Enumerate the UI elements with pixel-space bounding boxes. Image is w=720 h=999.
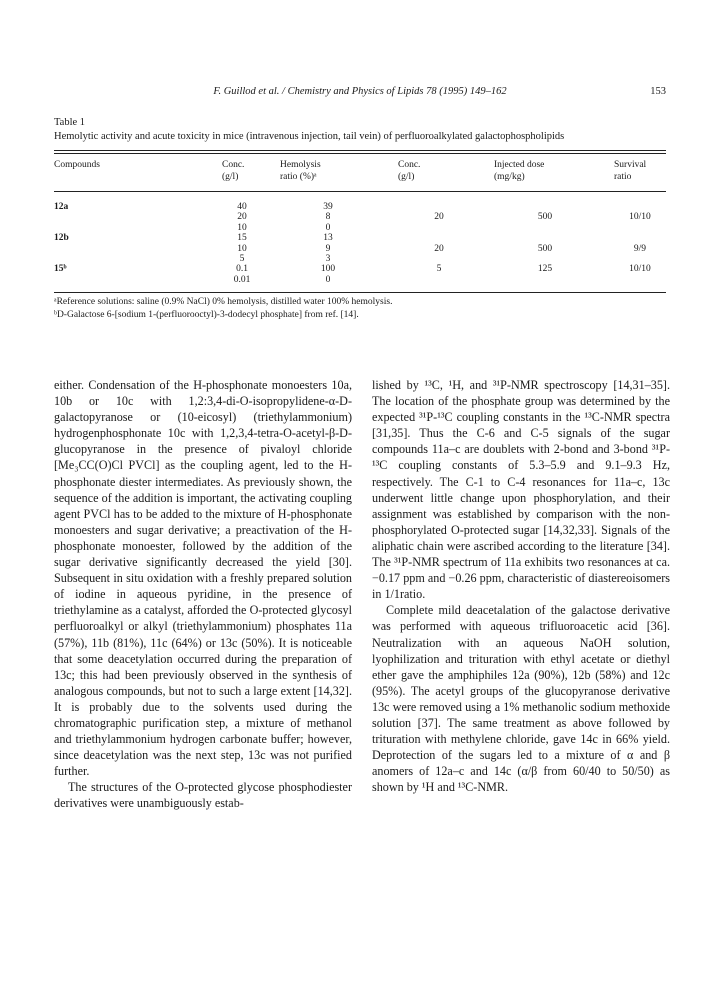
table-row bbox=[54, 233, 666, 243]
header-survival: Survival ratio bbox=[614, 160, 647, 182]
table-title: Hemolytic activity and acute toxicity in mice (intravenous injection, tail vein) of perfluoroalkylated galactophospholipids bbox=[54, 131, 565, 142]
table-cell: 125 bbox=[537, 264, 553, 275]
table-cell bbox=[398, 254, 480, 264]
table-footnote-a: ᵃReference solutions: saline (0.9% NaCl) 0% hemolysis, distilled water 100% hemolysis. bbox=[54, 297, 393, 308]
table-cell: 13 bbox=[323, 233, 333, 244]
data-table bbox=[54, 154, 666, 191]
body-paragraph: lished by ¹³C, ¹H, and ³¹P-NMR spectroscopy [14,31–35]. The location of the phosphate group was determined by the expected ³¹P-¹³C coupling constants in the ¹³C-NMR spectra [31,35]. Thus the C-6 and C-5 signals of the sugar compounds 11a–c are doublets with 2-bond and 3-bond ³¹P-¹³C coupling constants of 5.3–5.9 and 9.1–9.3 Hz, respectively. The C-1 to C-4 resonances for 11a–c, 13c underwent little change upon phosphorylation, and their assignment was established by comparison with the non-phosphorylated O-protected sugar [14,32,33]. Signals of the aliphatic chain were ascribed according to the literature [34]. The ³¹P-NMR spectrum of 11a exhibits two resonances at ca. −0.17 ppm and −0.26 ppm, characteristic of diastereoisomers in 1/1ratio. bbox=[372, 378, 670, 602]
table-cell: 10/10 bbox=[629, 264, 651, 275]
table-cell: 5 bbox=[239, 254, 245, 265]
table-cell bbox=[614, 192, 666, 212]
table-cell: 39 bbox=[323, 202, 333, 212]
header-hemolysis: Hemolysis ratio (%)ᵃ bbox=[280, 160, 321, 182]
running-head bbox=[54, 84, 666, 100]
table-cell bbox=[54, 275, 166, 292]
table-cell: 12b bbox=[54, 233, 69, 244]
table-cell bbox=[54, 254, 166, 264]
table-cell bbox=[494, 254, 596, 264]
table-cell bbox=[54, 244, 166, 254]
table-cell: 10/10 bbox=[629, 212, 651, 223]
table-cell: 20 bbox=[434, 212, 444, 223]
table-cell bbox=[614, 233, 666, 243]
table-cell: 9 bbox=[325, 243, 331, 254]
table-cell bbox=[494, 233, 596, 243]
body-paragraph: Complete mild deacetalation of the galactose derivative was performed with aqueous trifluoroacetic acid [36]. Neutralization with an aqueous NaOH solution, lyophilization and trituration with ethyl acetate or diethyl ether gave the amphiphiles 12a (90%), 12b (58%) and 12c (95%). The acetyl groups of the glucopyranose derivative 13c were removed using a 1% methanolic sodium methoxide solution [37]. The same treatment as above followed by trituration with methylene chloride, gave 14c in 66% yield. Deprotection of the sugars led to a mixture of α and β anomers of 12a–c and 14c (α/β from 60/40 to 50/50) as shown by ¹H and ¹³C-NMR. bbox=[372, 603, 670, 795]
header-conc-1: Conc. (g/l) bbox=[222, 160, 245, 182]
table-cell: 5 bbox=[436, 264, 442, 275]
data-table-body bbox=[54, 192, 666, 292]
table-cell: 40 bbox=[237, 202, 247, 212]
table-row bbox=[54, 244, 666, 254]
table-row bbox=[54, 212, 666, 222]
table-cell: 100 bbox=[320, 264, 336, 275]
table-row bbox=[54, 275, 666, 292]
table-cell: 500 bbox=[537, 243, 553, 254]
table-cell bbox=[614, 254, 666, 264]
table-cell bbox=[494, 275, 596, 292]
table-header-row bbox=[54, 154, 666, 191]
table-row bbox=[54, 264, 666, 274]
table-cell bbox=[54, 212, 166, 222]
table-cell bbox=[398, 223, 480, 233]
table-cell bbox=[398, 275, 480, 292]
body-column-right bbox=[372, 377, 670, 795]
table-label: Table 1 bbox=[54, 117, 86, 128]
table-cell bbox=[494, 192, 596, 212]
table-cell: 10 bbox=[237, 243, 247, 254]
table-cell: 12a bbox=[54, 202, 69, 212]
table-cell: 10 bbox=[237, 222, 247, 233]
table-caption bbox=[54, 116, 674, 144]
header-conc-2: Conc. (g/l) bbox=[398, 160, 421, 182]
table-cell: 8 bbox=[325, 212, 331, 223]
table-row bbox=[54, 192, 666, 212]
body-column-left bbox=[54, 377, 352, 812]
table-cell bbox=[398, 233, 480, 243]
running-head-citation: F. Guillod et al. / Chemistry and Physics of Lipids 78 (1995) 149–162 bbox=[213, 86, 507, 97]
table-cell: 15ᵇ bbox=[54, 264, 67, 275]
table-cell bbox=[494, 223, 596, 233]
body-paragraph: either. Condensation of the H-phosphonate monoesters 10a, 10b or 10c with 1,2:3,4-di-O-isopropylidene-α-D-galactopyranose or (10-eicosyl) (triethylammonium) hydrogenphosphonate 10c with 1,2,3,4-tetra-O-acetyl-β-D-glucopyranose in the presence of pivaloyl chloride [Me₃CC(O)Cl PVCl] as the coupling agent, led to the H-phosphonate diester intermediates. As previously shown, the sequence of the addition is important, the activating coupling agent PVCl has to be added to the mixture of H-phosphonate monoesters and sugar derivative; a preactivation of the H-phosphonate monoester, followed by the addition of the sugar derivative significantly decreased the yield [30]. Subsequent in situ oxidation with a freshly prepared solution of iodine in aqueous pyridine, in the presence of triethylamine as a catalyst, afforded the O-protected glycosyl perfluoroalkyl or alkyl (triethylammonium) phosphates 11a (57%), 11b (81%), 11c (64%) or 13c (50%). It is noticeable that some deacetylation occurred during the preparation of 13c; this had been previously observed in the synthesis of analogous compounds, but not to such a large extent [14,32]. It is probably due to the solvents used during the chromatographic purification step, a mixture of methanol and triethylammonium hydrogen carbonate buffer; however, since deacetylation was the next step, 13c was not purified further. bbox=[54, 378, 352, 779]
table-cell: 20 bbox=[237, 212, 247, 223]
table-cell: 0.1 bbox=[236, 264, 248, 275]
table-cell bbox=[614, 275, 666, 292]
table-footnote-b: ᵇD-Galactose 6-[sodium 1-(perfluorooctyl)-3-dodecyl phosphate] from ref. [14]. bbox=[54, 310, 359, 321]
table-cell: 20 bbox=[434, 243, 444, 254]
table-1 bbox=[54, 150, 666, 322]
table-cell bbox=[614, 223, 666, 233]
table-cell: 0 bbox=[325, 274, 331, 285]
table-cell: 9/9 bbox=[633, 243, 647, 254]
header-injected-dose: Injected dose (mg/kg) bbox=[494, 160, 545, 182]
table-cell: 500 bbox=[537, 212, 553, 223]
table-cell: 3 bbox=[325, 254, 331, 265]
table-cell: 0 bbox=[325, 222, 331, 233]
table-footnotes bbox=[54, 293, 666, 322]
page-number: 153 bbox=[650, 86, 666, 97]
header-compounds: Compounds bbox=[54, 160, 100, 170]
table-row bbox=[54, 223, 666, 233]
table-cell bbox=[398, 192, 480, 212]
table-cell: 15 bbox=[237, 233, 247, 244]
table-cell: 0.01 bbox=[233, 274, 251, 285]
table-cell bbox=[54, 223, 166, 233]
body-paragraph: The structures of the O-protected glycose phosphodiester derivatives were unambiguously estab- bbox=[54, 780, 352, 811]
table-row bbox=[54, 254, 666, 264]
